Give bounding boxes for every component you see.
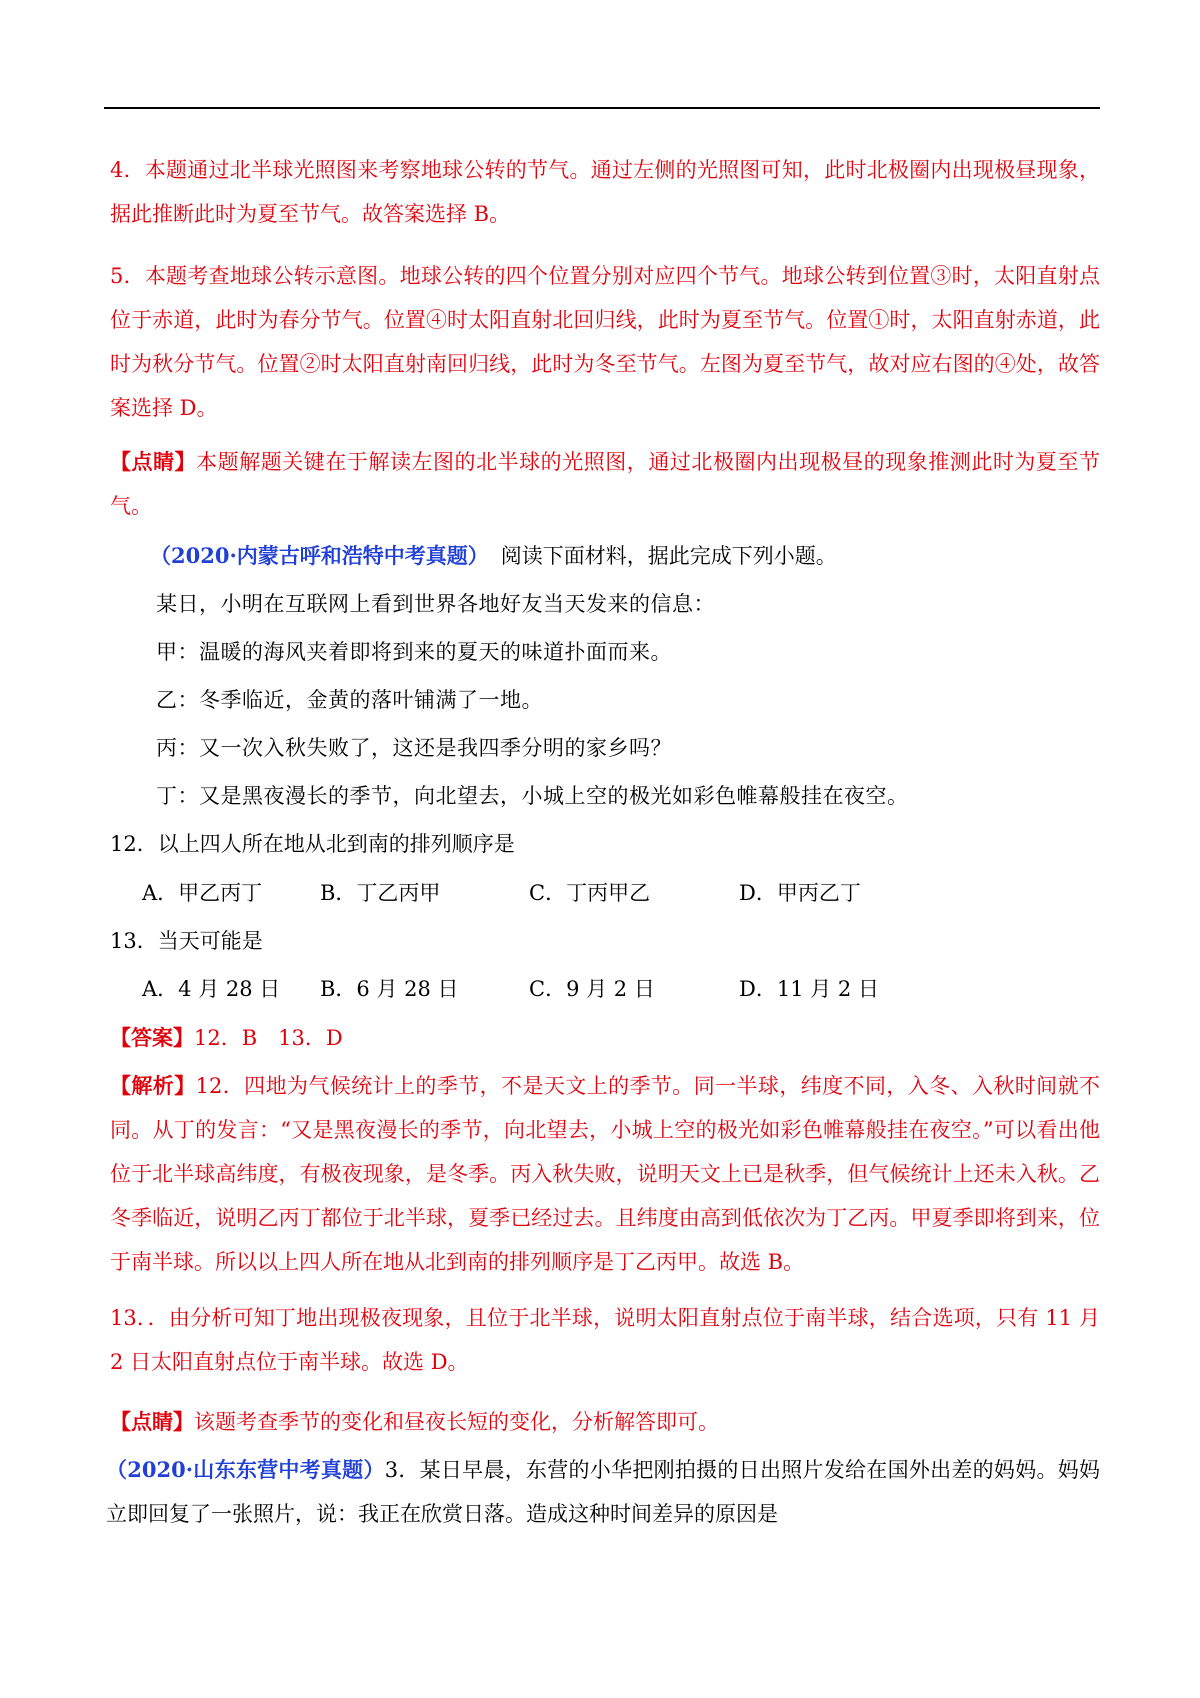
q12-option-a: A．甲乙丙丁 bbox=[142, 881, 263, 905]
material-line-1: 甲：温暖的海风夹着即将到来的夏天的味道扑面而来。 bbox=[156, 640, 672, 664]
q12-option-d: D．甲丙乙丁 bbox=[739, 881, 861, 905]
q13-option-c: C．9 月 2 日 bbox=[529, 977, 655, 1001]
q13-option-d: D．11 月 2 日 bbox=[739, 977, 879, 1001]
question-3 bbox=[106, 1448, 1100, 1536]
material-line-2: 乙：冬季临近，金黄的落叶铺满了一地。 bbox=[156, 688, 543, 712]
material-line-3: 丙：又一次入秋失败了，这还是我四季分明的家乡吗？ bbox=[156, 736, 672, 760]
question-source: （2020·山东东营中考真题） bbox=[106, 1457, 385, 1482]
answer-label: 【答案】 bbox=[110, 1025, 194, 1050]
material-line-4: 丁：又是黑夜漫长的季节，向北望去，小城上空的极光如彩色帷幕般挂在夜空。 bbox=[156, 784, 909, 808]
answer-line bbox=[110, 1023, 343, 1053]
answer-text: 12．B 13．D bbox=[194, 1026, 343, 1050]
q13-option-b: B．6 月 28 日 bbox=[320, 977, 459, 1001]
header-rule bbox=[104, 107, 1100, 109]
material-line-0: 某日，小明在互联网上看到世界各地好友当天发来的信息： bbox=[156, 592, 715, 616]
question-source-line bbox=[150, 541, 837, 571]
analysis-12: 【解析】12．四地为气候统计上的季节，不是天文上的季节。同一半球，纬度不同，入冬、入秋时间就不同。从丁的发言：“又是黑夜漫长的季节，向北望去，小城上空的极光如彩色帷幕般挂在夜空。”可以看出他位于北半球高纬度，有极夜现象，是冬季。丙入秋失败，说明天文上已是秋季，但气候统计上还未入秋。乙冬季临近，说明乙丙丁都位于北半球，夏季已经过去。且纬度由高到低依次为丁乙丙。甲夏季即将到来，位于南半球。所以以上四人所在地从北到南的排列顺序是丁乙丙甲。故选 B。 bbox=[110, 1073, 1100, 1274]
analysis-item-5: 5．本题考查地球公转示意图。地球公转的四个位置分别对应四个节气。地球公转到位置③时，太阳直射点位于赤道，此时为春分节气。位置④时太阳直射北回归线，此时为夏至节气。位置①时，太阳直射赤道，此时为秋分节气。位置②时太阳直射南回归线，此时为冬至节气。左图为夏至节气，故对应右图的④处，故答案选择 D。 bbox=[110, 264, 1100, 420]
tip-block-2: 【点睛】该题考查季节的变化和昼夜长短的变化，分析解答即可。 bbox=[110, 1409, 719, 1434]
q13-option-a: A．4 月 28 日 bbox=[142, 977, 281, 1001]
analysis-13: 13．．由分析可知丁地出现极夜现象，且位于北半球，说明太阳直射点位于南半球，结合选项，只有 11 月 2 日太阳直射点位于南半球。故选 D。 bbox=[110, 1306, 1100, 1374]
question-intro: 阅读下面材料，据此完成下列小题。 bbox=[500, 544, 837, 568]
q12-option-b: B．丁乙丙甲 bbox=[320, 881, 441, 905]
tip-label: 【点睛】 bbox=[110, 449, 197, 474]
tip-block-1: 【点睛】本题解题关键在于解读左图的北半球的光照图，通过北极圈内出现极昼的现象推测此时为夏至节气。 bbox=[110, 449, 1101, 518]
analysis-item-4: 4．本题通过北半球光照图来考察地球公转的节气。通过左侧的光照图可知，此时北极圈内出现极昼现象，据此推断此时为夏至节气。故答案选择 B。 bbox=[110, 158, 1100, 226]
question-13-stem: 13．当天可能是 bbox=[110, 929, 263, 953]
question-12-stem: 12．以上四人所在地从北到南的排列顺序是 bbox=[110, 832, 515, 856]
question-3-stem: 3．某日早晨，东营的小华把刚拍摄的日出照片发给在国外出差的妈妈。妈妈立即回复了一张照片，说：我正在欣赏日落。造成这种时间差异的原因是 bbox=[106, 1458, 1100, 1526]
analysis-label: 【解析】 bbox=[110, 1073, 196, 1098]
question-source: （2020·内蒙古呼和浩特中考真题） bbox=[150, 543, 489, 568]
tip-label: 【点睛】 bbox=[110, 1409, 194, 1434]
q12-option-c: C．丁丙甲乙 bbox=[529, 881, 651, 905]
